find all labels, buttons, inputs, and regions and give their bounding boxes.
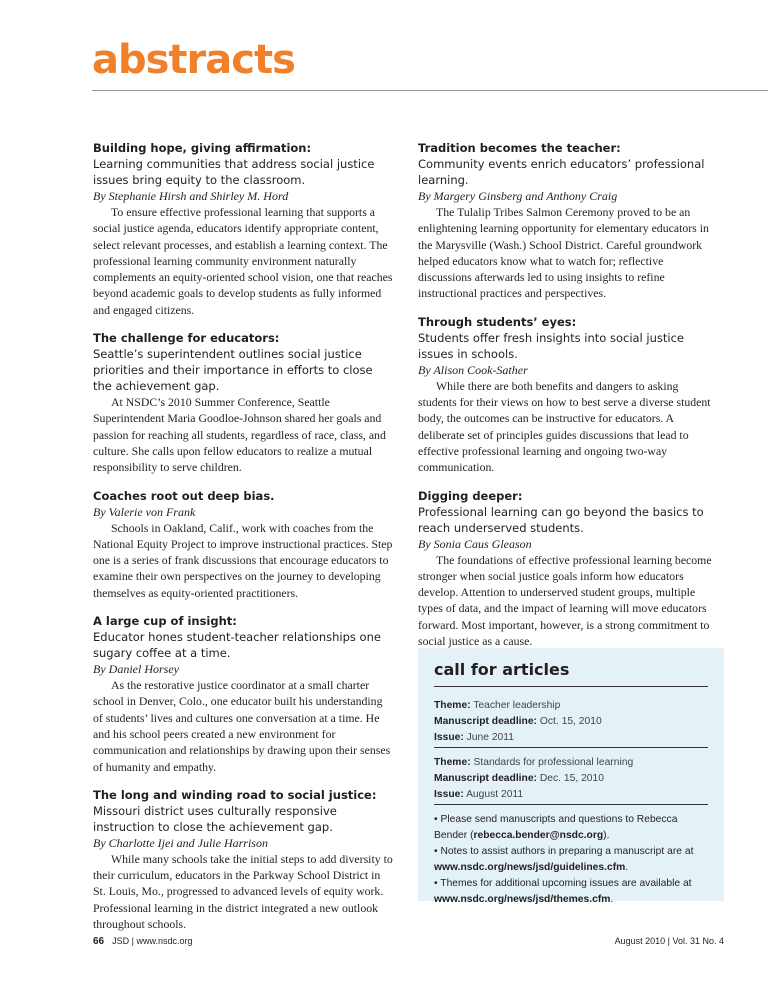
- issue-value: June 2011: [466, 732, 514, 743]
- deadline-label: Manuscript deadline:: [434, 716, 537, 727]
- article-digging-deeper: [418, 488, 720, 650]
- article-body: Schools in Oakland, Calif., work with coaches from the National Equity Project to improve instructional practices. Step one is a series of frank discussions that encourage educators to examine their own perspectives on the journey to developing themselves as equity-oriented practitioners.: [93, 520, 393, 600]
- footer-journal: JSD | www.nsdc.org: [112, 936, 193, 946]
- deadline-line: [434, 714, 708, 730]
- article-headline: Building hope, giving affirmation:: [93, 141, 312, 155]
- theme-label: Theme:: [434, 700, 471, 711]
- call-for-articles-box: [418, 648, 724, 905]
- note-text: • Notes to assist authors in preparing a manuscript are at: [434, 846, 694, 857]
- article-headline: Digging deeper:: [418, 488, 523, 503]
- call-for-articles-title: call for articles: [434, 660, 570, 679]
- call-for-articles-divider: [434, 686, 708, 687]
- note-text-end: .: [610, 894, 614, 905]
- article-body: The foundations of effective professional learning become stronger when social justice goals inform how educators develop. Attention to underserved student groups, multiple types of data, and the impact of learning will move educators forward. Most important, however, is a strong commitment to social justice as a cause.: [418, 552, 712, 649]
- article-subhead: Seattle’s superintendent outlines social justice priorities and their importance in efforts to close the achievement gap.: [93, 347, 373, 394]
- article-tradition-teacher: [418, 140, 720, 302]
- themes-link[interactable]: www.nsdc.org/news/jsd/themes.cfm: [434, 894, 611, 905]
- theme-block: [434, 698, 708, 748]
- article-large-cup-of-insight: [93, 613, 395, 775]
- theme-value: Teacher leadership: [473, 700, 561, 711]
- article-subhead: Community events enrich educators’ professional learning.: [418, 157, 705, 187]
- article-subhead: Educator hones student-teacher relationships one sugary coffee at a time.: [93, 630, 381, 661]
- theme-line: [434, 698, 708, 714]
- theme-divider: [434, 747, 708, 748]
- article-byline: By Alison Cook-Sather: [418, 362, 528, 377]
- article-subhead: Professional learning can go beyond the basics to reach underserved students.: [418, 504, 704, 535]
- deadline-value: Dec. 15, 2010: [539, 773, 604, 784]
- article-headline: The long and winding road to social justice:: [93, 787, 377, 802]
- article-subhead: Missouri district uses culturally responsive instruction to close the achievement gap.: [93, 803, 337, 834]
- guidelines-link[interactable]: www.nsdc.org/news/jsd/guidelines.cfm: [434, 862, 626, 873]
- note-text: • Themes for additional upcoming issues are available at: [434, 878, 692, 889]
- article-byline: By Sonia Caus Gleason: [418, 536, 532, 551]
- article-body: While many schools take the initial steps to add diversity to their curriculum, educators in the Parkway School District in St. Louis, Mo., progressed to advanced levels of equity work. Professional learning in the district integrated a new outlook throughout schools.: [93, 851, 393, 932]
- article-body: As the restorative justice coordinator at a small charter school in Denver, Colo., one educator built his understanding of students’ lives and cultures one conversation at a time. He and his school peers created a new environment for communication and relationships by drawing upon their senses of humanity and empathy.: [93, 678, 391, 774]
- article-coaches-root-out-bias: [93, 488, 395, 601]
- left-column: [93, 140, 395, 944]
- article-body: To ensure effective professional learning that supports a social justice agenda, educators identify appropriate content, select relevant processes, and establish a learning context. The professional learning community environment naturally complements an equity-oriented school vision, one that reaches beyond academic goals to develop students as fully informed and engaged citizens.: [93, 205, 393, 317]
- footer-issue: August 2010 | Vol. 31 No. 4: [614, 936, 724, 946]
- note-text: • Please send manuscripts and questions to Rebecca Bender (: [434, 814, 678, 841]
- article-byline: By Valerie von Frank: [93, 504, 196, 519]
- article-byline: By Stephanie Hirsh and Shirley M. Hord: [93, 189, 289, 203]
- right-column: [418, 140, 720, 661]
- article-headline: A large cup of insight:: [93, 614, 237, 629]
- issue-value: August 2011: [466, 789, 524, 800]
- page-number: 66: [93, 936, 105, 947]
- article-headline: Through students’ eyes:: [418, 314, 577, 329]
- email-link[interactable]: rebecca.bender@nsdc.org: [473, 830, 604, 841]
- article-subhead: Students offer fresh insights into social justice issues in schools.: [418, 330, 684, 361]
- theme-block: [434, 755, 708, 805]
- deadline-value: Oct. 15, 2010: [539, 716, 602, 727]
- page-title: abstracts: [92, 37, 295, 83]
- footer-left: [93, 936, 193, 947]
- theme-value: Standards for professional learning: [473, 757, 634, 768]
- theme-line: [434, 755, 708, 771]
- issue-label: Issue:: [434, 732, 464, 743]
- note-text-end: ).: [603, 830, 610, 841]
- article-headline: Tradition becomes the teacher:: [418, 141, 621, 155]
- deadline-label: Manuscript deadline:: [434, 773, 537, 784]
- theme-label: Theme:: [434, 757, 471, 768]
- article-body: The Tulalip Tribes Salmon Ceremony proved to be an enlightening learning opportunity for elementary educators in the Marysville (Wash.) School District. Careful groundwork helped educators know what to watch for; reflective discussions afterwards led to using insights to refine instructional practices and perspectives.: [418, 205, 709, 301]
- issue-label: Issue:: [434, 789, 464, 800]
- article-body: While there are both benefits and dangers to asking students for their views on how to best serve a diverse student body, the outcomes can be instructive for educators. A deliberate set of principles guides discussions that lead to effective professional learning and ongoing two-way communication.: [418, 378, 711, 475]
- deadline-line: [434, 771, 708, 787]
- title-divider: [92, 90, 768, 91]
- article-through-students-eyes: [418, 314, 720, 476]
- article-headline: The challenge for educators:: [93, 331, 280, 346]
- article-long-winding-road: [93, 787, 395, 932]
- note-text-end: .: [625, 862, 629, 873]
- article-body: At NSDC’s 2010 Summer Conference, Seattle Superintendent Maria Goodloe-Johnson shared her goals and passion for reaching all students, regardless of race, class, and culture. She calls upon fellow educators to realize a mutual responsibility to serve children.: [93, 395, 386, 475]
- guidelines-note: [434, 844, 708, 876]
- article-challenge-for-educators: [93, 330, 395, 475]
- theme-divider: [434, 804, 708, 805]
- article-subhead: Learning communities that address social justice issues bring equity to the classroom.: [93, 157, 375, 187]
- issue-line: [434, 787, 708, 803]
- article-byline: By Charlotte Ijei and Julie Harrison: [93, 835, 268, 850]
- issue-line: [434, 730, 708, 746]
- themes-note: [434, 876, 708, 908]
- article-byline: By Daniel Horsey: [93, 662, 179, 677]
- article-byline: By Margery Ginsberg and Anthony Craig: [418, 189, 618, 203]
- article-building-hope: [93, 140, 395, 318]
- article-headline: Coaches root out deep bias.: [93, 488, 275, 503]
- submission-note: [434, 812, 708, 844]
